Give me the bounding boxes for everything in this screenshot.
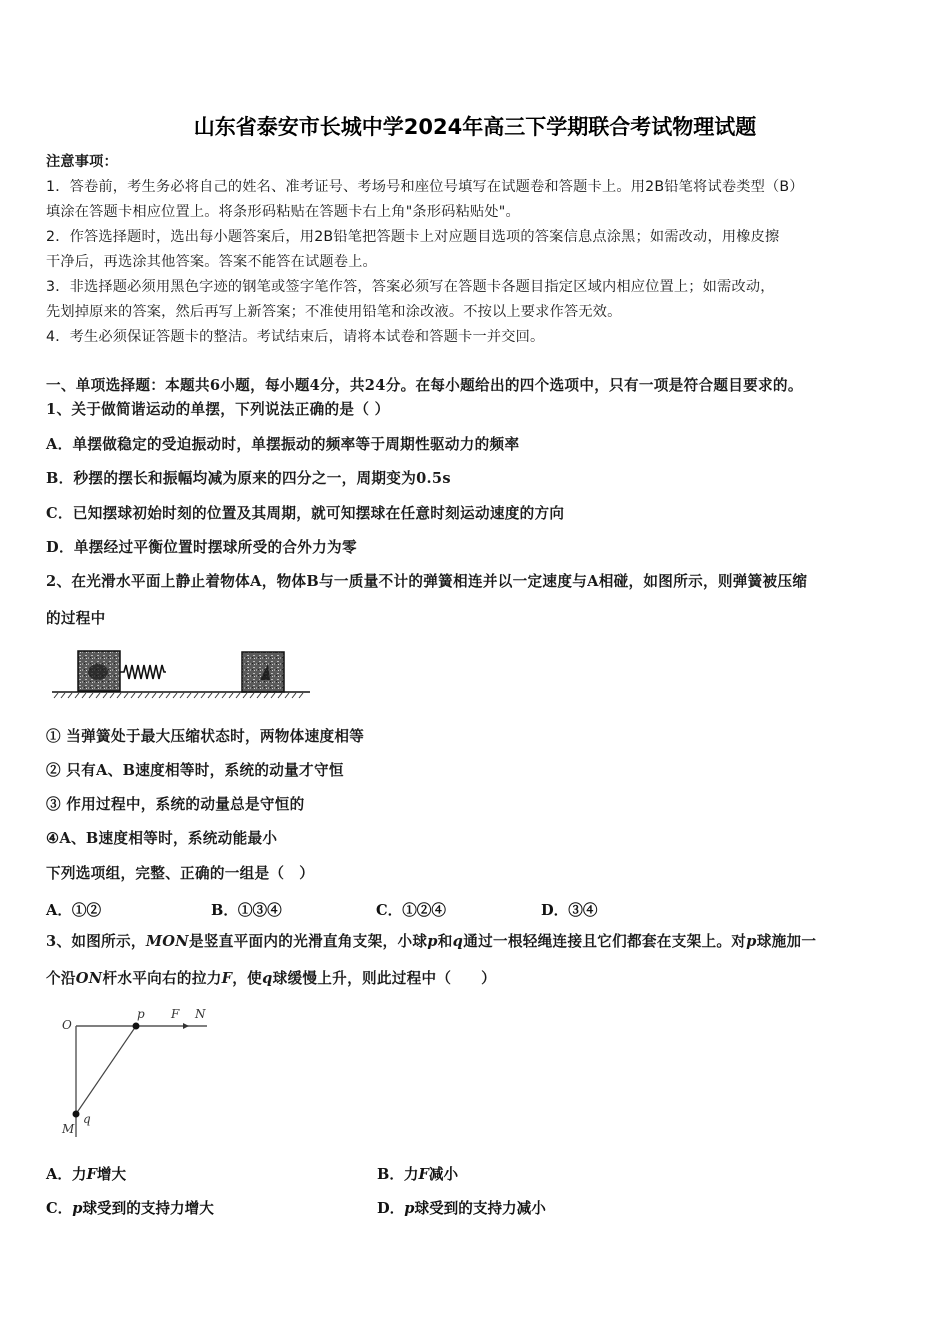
var-p: p — [746, 933, 757, 950]
notice-line: 先划掉原来的答案，然后再写上新答案；不准使用铅笔和涂改液。不按以上要求作答无效。 — [46, 304, 622, 320]
q3-options-row1 — [46, 1163, 906, 1183]
text: C． — [46, 1200, 73, 1217]
text: 球受到的支持力增大 — [82, 1200, 214, 1217]
label-m: M — [62, 1122, 75, 1136]
notice-line: 2．作答选择题时，选出每小题答案后，用2B铅笔把答题卡上对应题目选项的答案信息点涂黑；如需改动，用橡皮擦 — [46, 229, 780, 245]
label-p: p — [137, 1007, 145, 1021]
notice-heading: 注意事项： — [46, 154, 118, 170]
q1-stem: 1、关于做简谐运动的单摆，下列说法正确的是（ ） — [46, 401, 390, 418]
var-p: p — [404, 1200, 415, 1217]
q3-option-c — [46, 1197, 214, 1218]
label-f: F — [171, 1007, 180, 1021]
q1-option-a: A．单摆做稳定的受迫振动时，单摆振动的频率等于周期性驱动力的频率 — [46, 436, 520, 453]
q1-option-d: D．单摆经过平衡位置时摆球所受的合外力为零 — [46, 539, 357, 556]
right-angle-frame-figure — [55, 1005, 215, 1140]
q2-statement-2: ② 只有A、B速度相等时，系统的动量才守恒 — [46, 762, 344, 779]
q3-stem-line1 — [46, 933, 816, 951]
notice-line: 干净后，再选涂其他答案。答案不能答在试题卷上。 — [46, 254, 377, 270]
text: ，使 — [232, 970, 263, 987]
q2-stem-line1: 2、在光滑水平面上静止着物体A，物体B与一质量不计的弹簧相连并以一定速度与A相碰，如图所示，则弹簧被压缩 — [46, 573, 808, 590]
document-title: 山东省泰安市长城中学2024年高三下学期联合考试物理试题 — [193, 115, 757, 139]
notice-line: 3．非选择题必须用黑色字迹的钢笔或签字笔作答，答案必须写在答题卡各题目指定区域内相应位置上；如需改动， — [46, 279, 775, 295]
var-on: ON — [75, 970, 103, 987]
text: 增大 — [96, 1166, 127, 1183]
text: A．力 — [46, 1166, 87, 1183]
text: 球缓慢上升，则此过程中（ ） — [272, 970, 497, 987]
var-p: p — [427, 933, 438, 950]
text: D． — [377, 1200, 405, 1217]
label-o: O — [62, 1018, 72, 1032]
q2-option-b: B．①③④ — [211, 902, 282, 919]
notice-line: 1．答卷前，考生务必将自己的姓名、准考证号、考场号和座位号填写在试题卷和答题卡上。用2B铅笔将试卷类型（B） — [46, 179, 804, 195]
notice-line: 4．考生必须保证答题卡的整洁。考试结束后，请将本试卷和答题卡一并交回。 — [46, 329, 545, 345]
var-f: F — [86, 1166, 97, 1183]
var-q: q — [452, 933, 464, 950]
text: 减小 — [428, 1166, 459, 1183]
var-f: F — [221, 970, 233, 987]
q1-option-c: C．已知摆球初始时刻的位置及其周期，就可知摆球在任意时刻运动速度的方向 — [46, 505, 565, 522]
label-n: N — [195, 1007, 206, 1021]
text: B．力 — [377, 1166, 419, 1183]
text: 和 — [437, 933, 453, 950]
text: 通过一根轻绳连接且它们都套在支架上。对 — [463, 933, 747, 950]
q3-option-b — [377, 1163, 458, 1184]
q2-option-a: A．①② — [46, 902, 102, 919]
q2-prompt: 下列选项组，完整、正确的一组是（ ） — [46, 865, 315, 882]
text: 杆水平向右的拉力 — [102, 970, 222, 987]
q2-option-d: D．③④ — [541, 902, 598, 919]
var-p: p — [72, 1200, 83, 1217]
section-heading: 一、单项选择题：本题共6小题，每小题4分，共24分。在每小题给出的四个选项中，只有一项是符合题目要求的。 — [46, 377, 803, 394]
q3-option-d — [377, 1197, 546, 1218]
q3-option-a — [46, 1163, 126, 1184]
q2-statement-1: ① 当弹簧处于最大压缩状态时，两物体速度相等 — [46, 728, 365, 745]
q2-statement-4: ④A、B速度相等时，系统动能最小 — [46, 830, 278, 847]
q1-option-b: B．秒摆的摆长和振幅均减为原来的四分之一，周期变为0.5s — [46, 470, 451, 487]
notice-line: 填涂在答题卡相应位置上。将条形码粘贴在答题卡右上角"条形码粘贴处"。 — [46, 204, 520, 220]
var-q: q — [262, 970, 273, 987]
q2-stem-line2: 的过程中 — [46, 610, 106, 627]
label-q: q — [83, 1112, 91, 1126]
var-mon: MON — [145, 933, 189, 950]
var-f: F — [418, 1166, 429, 1183]
text: 球施加一 — [756, 933, 817, 950]
q2-option-c: C．①②④ — [376, 902, 446, 919]
text: 球受到的支持力减小 — [414, 1200, 546, 1217]
q2-options — [46, 899, 906, 919]
text: 3、如图所示， — [46, 933, 146, 950]
spring-collision-figure — [48, 648, 318, 700]
q3-options-row2 — [46, 1197, 906, 1217]
q3-stem-line2 — [46, 970, 496, 988]
text: 是竖直平面内的光滑直角支架，小球 — [188, 933, 428, 950]
text: 个沿 — [46, 970, 76, 987]
q2-statement-3: ③ 作用过程中，系统的动量总是守恒的 — [46, 796, 305, 813]
